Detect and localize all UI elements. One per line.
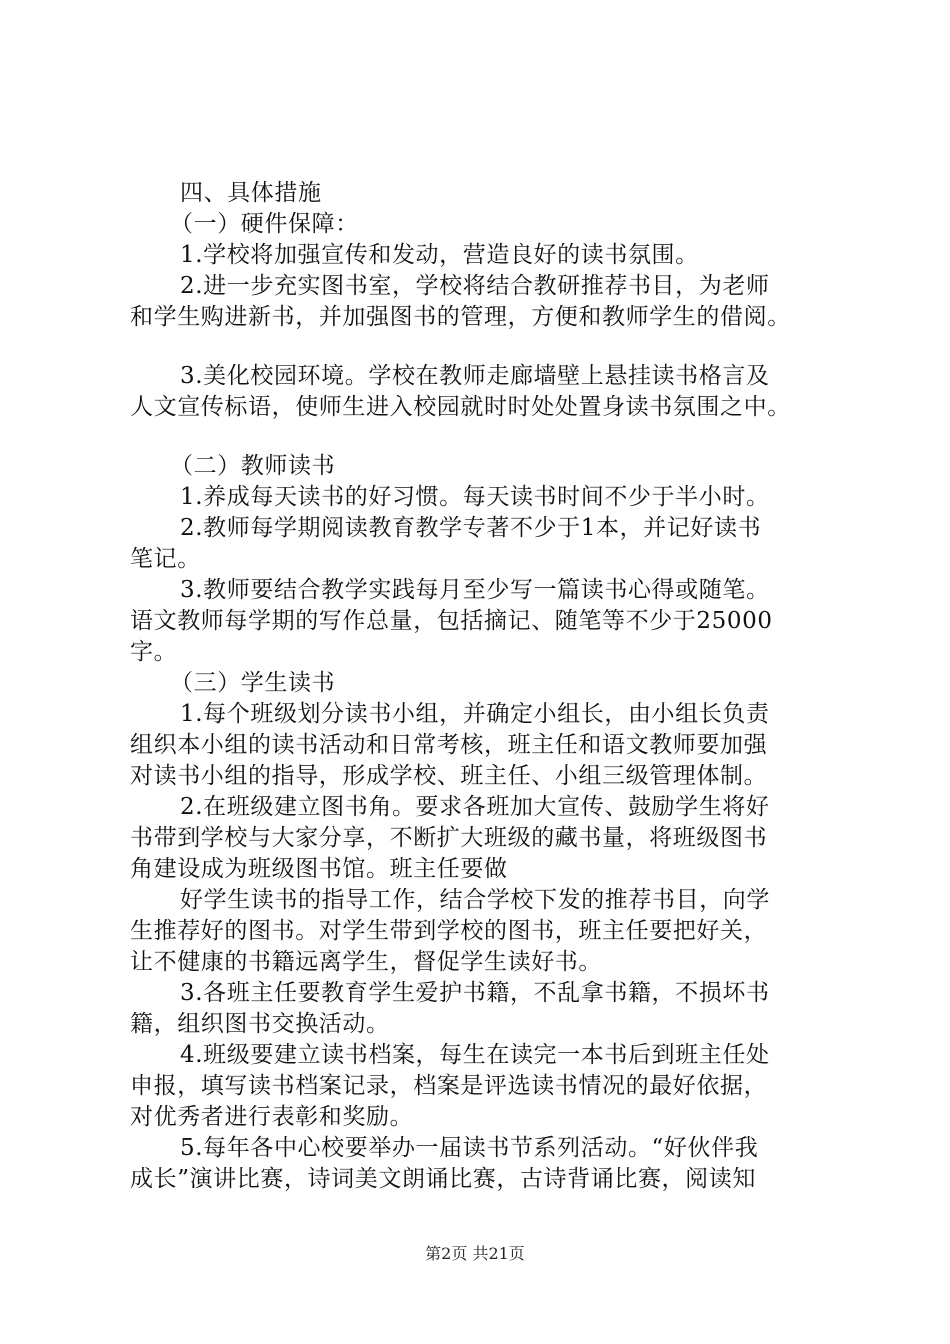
paragraph-line: 角建设成为班级图书馆。班主任要做 (130, 856, 508, 882)
paragraph-line: 2.进一步充实图书室，学校将结合教研推荐书目，为老师 (180, 273, 770, 299)
paragraph-line: 让不健康的书籍远离学生，督促学生读好书。 (130, 949, 602, 975)
paragraph-line: 和学生购进新书，并加强图书的管理，方便和教师学生的借阅。 (130, 304, 791, 330)
paragraph-line: 1.每个班级划分读书小组，并确定小组长，由小组长负责 (180, 701, 770, 727)
paragraph-line: 成长”演讲比赛，诗词美文朗诵比赛，古诗背诵比赛，阅读知 (130, 1166, 756, 1192)
paragraph-line: 5.每年各中心校要举办一届读书节系列活动。“好伙伴我 (180, 1135, 759, 1161)
paragraph-line: 3.各班主任要教育学生爱护书籍，不乱拿书籍，不损坏书 (180, 980, 770, 1006)
subsection-heading: （一）硬件保障： (170, 211, 359, 237)
paragraph-line: 书带到学校与大家分享，不断扩大班级的藏书量，将班级图书 (130, 825, 768, 851)
paragraph-line: 3.教师要结合教学实践每月至少写一篇读书心得或随笔。 (180, 577, 770, 603)
paragraph-line: 组织本小组的读书活动和日常考核，班主任和语文教师要加强 (130, 732, 768, 758)
paragraph-line: 好学生读书的指导工作，结合学校下发的推荐书目，向学 (180, 887, 770, 913)
paragraph-line: 4.班级要建立读书档案，每生在读完一本书后到班主任处 (180, 1042, 770, 1068)
page-number-footer: 第2页 共21页 (425, 1244, 525, 1263)
paragraph-line: 1.养成每天读书的好习惯。每天读书时间不少于半小时。 (180, 484, 770, 510)
paragraph-line: 3.美化校园环境。学校在教师走廊墙壁上悬挂读书格言及 (180, 363, 770, 389)
paragraph-line: 1.学校将加强宣传和发动，营造良好的读书氛围。 (180, 242, 699, 268)
subsection-heading: （二）教师读书 (170, 453, 336, 479)
paragraph-line: 语文教师每学期的写作总量，包括摘记、随笔等不少于25000 (130, 608, 773, 634)
paragraph-line: 籍，组织图书交换活动。 (130, 1011, 390, 1037)
paragraph-line: 笔记。 (130, 546, 201, 572)
paragraph-line: 人文宣传标语，使师生进入校园就时时处处置身读书氛围之中。 (130, 394, 791, 420)
paragraph-line: 字。 (130, 639, 178, 665)
paragraph-line: 对读书小组的指导，形成学校、班主任、小组三级管理体制。 (130, 763, 768, 789)
paragraph-line: 生推荐好的图书。对学生带到学校的图书，班主任要把好关， (130, 918, 768, 944)
paragraph-line: 对优秀者进行表彰和奖励。 (130, 1104, 414, 1130)
paragraph-line: 2.教师每学期阅读教育教学专著不少于1本，并记好读书 (180, 515, 762, 541)
paragraph-line: 2.在班级建立图书角。要求各班加大宣传、鼓励学生将好 (180, 794, 770, 820)
subsection-heading: （三）学生读书 (170, 670, 336, 696)
paragraph-line: 申报，填写读书档案记录，档案是评选读书情况的最好依据， (130, 1073, 768, 1099)
section-heading: 四、具体措施 (180, 180, 322, 206)
